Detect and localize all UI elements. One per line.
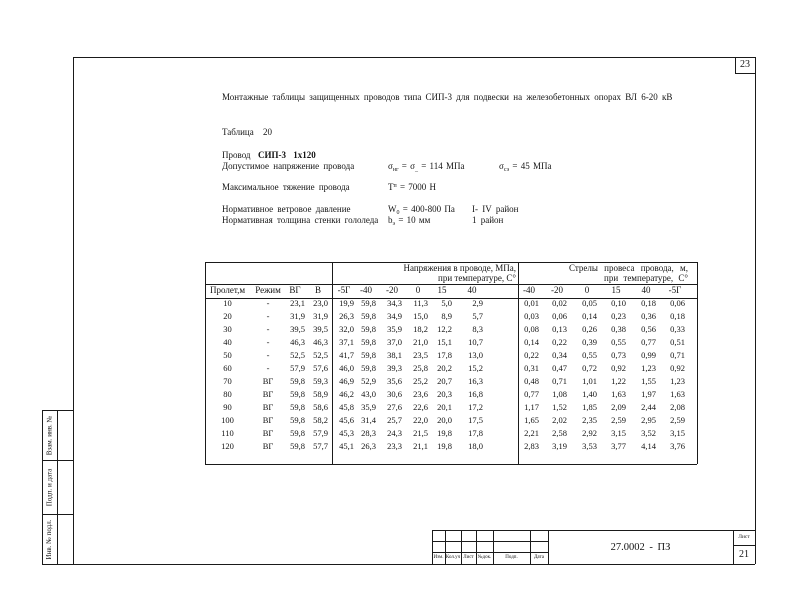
table-cell: 12,2 — [437, 324, 452, 334]
table-cell: 37,1 — [339, 337, 354, 347]
page-number-box-line — [735, 73, 755, 74]
table-cell: 57,6 — [313, 363, 328, 373]
table-cell: 22,0 — [413, 415, 428, 425]
tension-value: = 7000 Н — [396, 182, 437, 192]
table-cell: 21,0 — [413, 337, 428, 347]
mode-cell: - — [266, 311, 270, 321]
span-cell: 60 — [223, 363, 232, 373]
table-cell: 37,0 — [387, 337, 402, 347]
mode-cell: ВГ — [262, 389, 274, 399]
column-header: ВГ — [289, 285, 301, 295]
title-block-line — [432, 530, 755, 531]
column-header: -40 — [360, 285, 372, 295]
table-cell: 0,05 — [582, 298, 597, 308]
table-cell: 35,9 — [387, 324, 402, 334]
table-cell: 0,08 — [524, 324, 539, 334]
table-cell: 59,8 — [361, 337, 376, 347]
mode-cell: - — [266, 298, 270, 308]
table-cell: 17,5 — [468, 415, 483, 425]
column-header: 15 — [437, 285, 447, 295]
table-cell: 2,35 — [582, 415, 597, 425]
table-cell: 16,3 — [468, 376, 483, 386]
table-cell: 0,14 — [582, 311, 597, 321]
table-cell: 41,7 — [339, 350, 354, 360]
span-cell: 30 — [223, 324, 232, 334]
table-cell: 17,8 — [468, 428, 483, 438]
table-cell: 25,8 — [413, 363, 428, 373]
table-cell: 1,08 — [552, 389, 567, 399]
table-cell: 0,55 — [611, 337, 626, 347]
table-cell: 0,18 — [670, 311, 685, 321]
table-cell: 58,9 — [313, 389, 328, 399]
table-cell: 0,55 — [582, 350, 597, 360]
wind-symbol: W — [388, 204, 397, 214]
table-cell: 0,06 — [552, 311, 567, 321]
table-cell: 52,5 — [290, 350, 305, 360]
table-caption-number: 20 — [263, 127, 272, 137]
table-cell: 23,1 — [290, 298, 305, 308]
table-row — [205, 311, 697, 322]
table-row — [205, 415, 697, 426]
frame-top-line — [73, 57, 755, 58]
table-cell: 59,8 — [361, 363, 376, 373]
table-cell: 8,9 — [441, 311, 452, 321]
table-caption — [222, 127, 254, 137]
table-cell: 2,59 — [611, 415, 626, 425]
stress-value-secondary: = 45 МПа — [509, 161, 552, 171]
sag-group-header-line1: Стрелы провеса провода, м, — [568, 263, 688, 273]
table-cell: 1,17 — [524, 402, 539, 412]
table-cell: 39,3 — [387, 363, 402, 373]
table-cell: 31,9 — [290, 311, 305, 321]
table-cell: 1,23 — [641, 363, 656, 373]
sigma-subscript: нг — [392, 167, 399, 173]
table-cell: 1,01 — [582, 376, 597, 386]
sigma-subscript: сэ — [503, 167, 510, 173]
table-row — [205, 298, 697, 309]
table-cell: 8,3 — [472, 324, 483, 334]
table-cell: 24,3 — [387, 428, 402, 438]
mode-cell: ВГ — [262, 402, 274, 412]
table-cell: 0,01 — [524, 298, 539, 308]
stress-formula — [388, 161, 464, 171]
sag-group-header-line2: при температуре, С° — [604, 273, 688, 283]
table-cell: 52,9 — [361, 376, 376, 386]
wind-formula — [388, 204, 455, 214]
table-cell: 0,23 — [611, 311, 626, 321]
table-cell: 2,9 — [472, 298, 483, 308]
table-cell: 57,9 — [290, 363, 305, 373]
table-cell: 2,44 — [641, 402, 656, 412]
table-cell: 0,10 — [611, 298, 626, 308]
table-cell: 22,6 — [413, 402, 428, 412]
span-cell: 70 — [223, 376, 232, 386]
ice-region: 1 район — [472, 215, 504, 225]
column-header: 40 — [641, 285, 651, 295]
table-cell: 23,3 — [387, 441, 402, 451]
span-cell: 80 — [223, 389, 232, 399]
span-cell: 100 — [221, 415, 234, 425]
table-cell: 30,6 — [387, 389, 402, 399]
table-cell: 0,51 — [670, 337, 685, 347]
span-cell: 10 — [223, 298, 232, 308]
table-cell: 34,9 — [387, 311, 402, 321]
table-cell: 18,2 — [413, 324, 428, 334]
table-cell: 1,65 — [524, 415, 539, 425]
span-cell: 110 — [221, 428, 234, 438]
table-cell: 4,14 — [641, 441, 656, 451]
table-border — [205, 464, 697, 465]
table-cell: 45,8 — [339, 402, 354, 412]
table-cell: 0,13 — [552, 324, 567, 334]
sheet-number: 21 — [739, 549, 749, 560]
span-cell: 50 — [223, 350, 232, 360]
table-cell: 1,22 — [611, 376, 626, 386]
table-cell: 0,22 — [552, 337, 567, 347]
table-cell: 46,2 — [339, 389, 354, 399]
table-cell: 38,1 — [387, 350, 402, 360]
mode-cell: - — [266, 337, 270, 347]
table-cell: 3,15 — [611, 428, 626, 438]
mode-cell: ВГ — [262, 415, 274, 425]
table-cell: 46,9 — [339, 376, 354, 386]
signature-date-label: Подп. и дата — [45, 468, 53, 506]
table-cell: 59,8 — [290, 428, 305, 438]
table-cell: 23,5 — [413, 350, 428, 360]
column-header: Режим — [255, 285, 281, 295]
table-cell: 57,9 — [313, 428, 328, 438]
table-cell: 59,8 — [290, 389, 305, 399]
column-header: В — [314, 285, 321, 295]
table-cell: 1,55 — [641, 376, 656, 386]
table-cell: 39,5 — [313, 324, 328, 334]
table-caption-label: Таблица — [222, 127, 254, 137]
table-cell: 59,8 — [290, 376, 305, 386]
table-cell: 35,6 — [387, 376, 402, 386]
table-cell: 15,0 — [413, 311, 428, 321]
table-cell: 59,8 — [361, 311, 376, 321]
table-row — [205, 350, 697, 361]
sag-tension-table — [205, 262, 697, 464]
table-cell: 0,03 — [524, 311, 539, 321]
table-cell: 3,77 — [611, 441, 626, 451]
table-row — [205, 363, 697, 374]
table-cell: 0,22 — [524, 350, 539, 360]
sigma-subscript: _ — [414, 167, 418, 173]
table-cell: 0,71 — [670, 350, 685, 360]
ice-formula — [388, 215, 430, 225]
table-cell: 5,7 — [472, 311, 483, 321]
stress-formula-secondary — [499, 161, 552, 171]
title-block-col-docnum: №док. — [477, 555, 492, 560]
table-cell: 2,92 — [582, 428, 597, 438]
table-cell: 59,8 — [361, 324, 376, 334]
table-cell: 45,1 — [339, 441, 354, 451]
table-cell: 0,06 — [670, 298, 685, 308]
table-cell: 2,83 — [524, 441, 539, 451]
table-cell: 2,21 — [524, 428, 539, 438]
stress-group-header-line2: при температуре, С° — [438, 273, 516, 283]
ice-value: = 10 мм — [395, 215, 431, 225]
table-cell: 2,95 — [641, 415, 656, 425]
table-cell: 0,77 — [641, 337, 656, 347]
wind-region: I- IV район — [472, 204, 519, 214]
frame-right-line — [755, 57, 756, 564]
table-cell: 32,0 — [339, 324, 354, 334]
table-cell: 19,8 — [437, 441, 452, 451]
table-cell: 0,33 — [670, 324, 685, 334]
table-cell: 0,26 — [582, 324, 597, 334]
ice-symbol: b — [388, 215, 393, 225]
table-cell: 26,3 — [361, 441, 376, 451]
table-cell: 21,5 — [413, 428, 428, 438]
wire-label: Провод — [222, 150, 251, 160]
mode-cell: ВГ — [262, 428, 274, 438]
original-inventory-label: Инв. № подл. — [45, 519, 53, 559]
table-cell: 25,2 — [413, 376, 428, 386]
table-row — [205, 441, 697, 452]
table-cell: 59,8 — [290, 415, 305, 425]
table-cell: 59,8 — [361, 298, 376, 308]
table-cell: 34,3 — [387, 298, 402, 308]
mode-cell: - — [266, 324, 270, 334]
table-cell: 59,8 — [290, 402, 305, 412]
ice-label: Нормативная толщина стенки гололеда — [222, 215, 379, 225]
table-cell: 28,3 — [361, 428, 376, 438]
table-cell: 0,18 — [641, 298, 656, 308]
table-cell: 0,39 — [582, 337, 597, 347]
mode-cell: ВГ — [262, 376, 274, 386]
table-cell: 0,92 — [611, 363, 626, 373]
table-cell: 1,85 — [582, 402, 597, 412]
table-cell: 0,34 — [552, 350, 567, 360]
column-header: -5Г — [337, 285, 351, 295]
table-cell: 26,3 — [339, 311, 354, 321]
table-cell: 3,15 — [670, 428, 685, 438]
table-cell: 0,99 — [641, 350, 656, 360]
table-cell: 2,02 — [552, 415, 567, 425]
table-cell: 59,8 — [290, 441, 305, 451]
table-cell: 0,72 — [582, 363, 597, 373]
table-row — [205, 402, 697, 413]
table-cell: 59,8 — [361, 350, 376, 360]
table-cell: 45,6 — [339, 415, 354, 425]
page-number: 23 — [740, 59, 750, 70]
table-cell: 31,9 — [313, 311, 328, 321]
table-cell: 20,7 — [437, 376, 452, 386]
title-block-col-date: Дата — [534, 555, 544, 560]
column-header: -20 — [551, 285, 563, 295]
title-block-line — [733, 545, 755, 546]
sigma-symbol: σ — [388, 161, 393, 171]
column-header: -40 — [523, 285, 535, 295]
table-row — [205, 428, 697, 439]
sheet-label: Лист — [738, 534, 750, 540]
document-code: 27.0002 - ПЗ — [610, 542, 671, 553]
table-cell: 3,76 — [670, 441, 685, 451]
table-cell: 18,0 — [468, 441, 483, 451]
table-cell: 39,5 — [290, 324, 305, 334]
table-cell: 0,92 — [670, 363, 685, 373]
table-cell: 16,8 — [468, 389, 483, 399]
table-cell: 2,09 — [611, 402, 626, 412]
table-border — [697, 262, 698, 464]
table-cell: 3,19 — [552, 441, 567, 451]
table-cell: 23,6 — [413, 389, 428, 399]
stress-value: = 114 МПа — [417, 161, 465, 171]
stress-group-header-line1: Напряжения в проводе, МПа, — [403, 263, 516, 273]
table-cell: 46,3 — [313, 337, 328, 347]
table-cell: 2,58 — [552, 428, 567, 438]
table-cell: 10,7 — [468, 337, 483, 347]
table-cell: 1,63 — [611, 389, 626, 399]
table-cell: 20,2 — [437, 363, 452, 373]
table-cell: 46,0 — [339, 363, 354, 373]
table-cell: 3,52 — [641, 428, 656, 438]
table-cell: 15,2 — [468, 363, 483, 373]
span-cell: 120 — [221, 441, 234, 451]
table-cell: 23,0 — [313, 298, 328, 308]
table-cell: 27,6 — [387, 402, 402, 412]
frame-left-line — [73, 57, 74, 564]
stress-equals: = σ — [398, 161, 415, 171]
wind-value: = 400-800 Па — [399, 204, 455, 214]
table-cell: 0,47 — [552, 363, 567, 373]
table-cell: 25,7 — [387, 415, 402, 425]
column-header: 0 — [584, 285, 590, 295]
column-header: 0 — [415, 285, 421, 295]
table-cell: 59,3 — [313, 376, 328, 386]
table-cell: 17,2 — [468, 402, 483, 412]
table-cell: 45,3 — [339, 428, 354, 438]
title-block-col-change: Изм. — [433, 555, 444, 560]
table-cell: 19,8 — [437, 428, 452, 438]
column-header: -20 — [386, 285, 398, 295]
table-cell: 0,38 — [611, 324, 626, 334]
table-cell: 15,1 — [437, 337, 452, 347]
tension-symbol: Т — [388, 182, 394, 192]
wind-subscript: 0 — [396, 210, 400, 216]
table-cell: 1,52 — [552, 402, 567, 412]
span-cell: 20 — [223, 311, 232, 321]
table-row — [205, 376, 697, 387]
ice-subscript: э — [392, 221, 396, 227]
table-cell: 13,0 — [468, 350, 483, 360]
replace-inventory-label: Взам. инв. № — [45, 415, 53, 455]
table-cell: 58,2 — [313, 415, 328, 425]
mode-cell: - — [266, 363, 270, 373]
table-row — [205, 337, 697, 348]
table-row — [205, 324, 697, 335]
table-cell: 1,40 — [582, 389, 597, 399]
span-cell: 40 — [223, 337, 232, 347]
table-cell: 2,08 — [670, 402, 685, 412]
table-cell: 0,02 — [552, 298, 567, 308]
span-cell: 90 — [223, 402, 232, 412]
table-cell: 2,59 — [670, 415, 685, 425]
column-header: 15 — [611, 285, 621, 295]
tension-formula — [388, 182, 436, 192]
table-cell: 52,5 — [313, 350, 328, 360]
mode-cell: ВГ — [262, 441, 274, 451]
sigma-symbol: σ — [499, 161, 504, 171]
table-cell: 17,8 — [437, 350, 452, 360]
table-cell: 43,0 — [361, 389, 376, 399]
table-cell: 0,71 — [552, 376, 567, 386]
table-cell: 1,23 — [670, 376, 685, 386]
column-header: -5Г — [668, 285, 682, 295]
stress-label: Допустимое напряжение провода — [222, 161, 355, 171]
table-cell: 0,31 — [524, 363, 539, 373]
table-cell: 5,0 — [441, 298, 452, 308]
table-cell: 58,6 — [313, 402, 328, 412]
table-cell: 46,3 — [290, 337, 305, 347]
table-cell: 3,53 — [582, 441, 597, 451]
title-block-col-sheet: Лист — [463, 555, 474, 560]
table-cell: 20,3 — [437, 389, 452, 399]
table-cell: 19,9 — [339, 298, 354, 308]
table-cell: 0,77 — [524, 389, 539, 399]
table-cell: 0,73 — [611, 350, 626, 360]
wind-label: Нормативное ветровое давление — [222, 204, 351, 214]
table-cell: 35,9 — [361, 402, 376, 412]
table-cell: 20,1 — [437, 402, 452, 412]
table-cell: 0,56 — [641, 324, 656, 334]
tension-label: Максимальное тяжение провода — [222, 182, 350, 192]
column-header-row — [205, 285, 697, 296]
page-title: Монтажные таблицы защищенных проводов типа СИП-3 для подвески на железобетонных опорах ВЛ 6-20 кВ — [222, 92, 673, 102]
column-header: 40 — [467, 285, 477, 295]
title-block-col-sign: Подп. — [505, 555, 518, 560]
table-cell: 0,48 — [524, 376, 539, 386]
table-cell: 57,7 — [313, 441, 328, 451]
table-cell: 1,97 — [641, 389, 656, 399]
table-cell: 21,1 — [413, 441, 428, 451]
frame-bottom-line — [42, 564, 755, 565]
table-cell: 11,3 — [413, 298, 428, 308]
table-row — [205, 389, 697, 400]
title-block-col-count: Кол.уч — [445, 555, 461, 560]
table-cell: 0,36 — [641, 311, 656, 321]
column-header: Пролет,м — [209, 285, 246, 295]
table-cell: 1,63 — [670, 389, 685, 399]
wire-value: СИП-3 1х120 — [258, 150, 316, 160]
table-cell: 20,0 — [437, 415, 452, 425]
tension-superscript: п — [393, 183, 397, 189]
table-cell: 31,4 — [361, 415, 376, 425]
table-cell: 0,14 — [524, 337, 539, 347]
mode-cell: - — [266, 350, 270, 360]
